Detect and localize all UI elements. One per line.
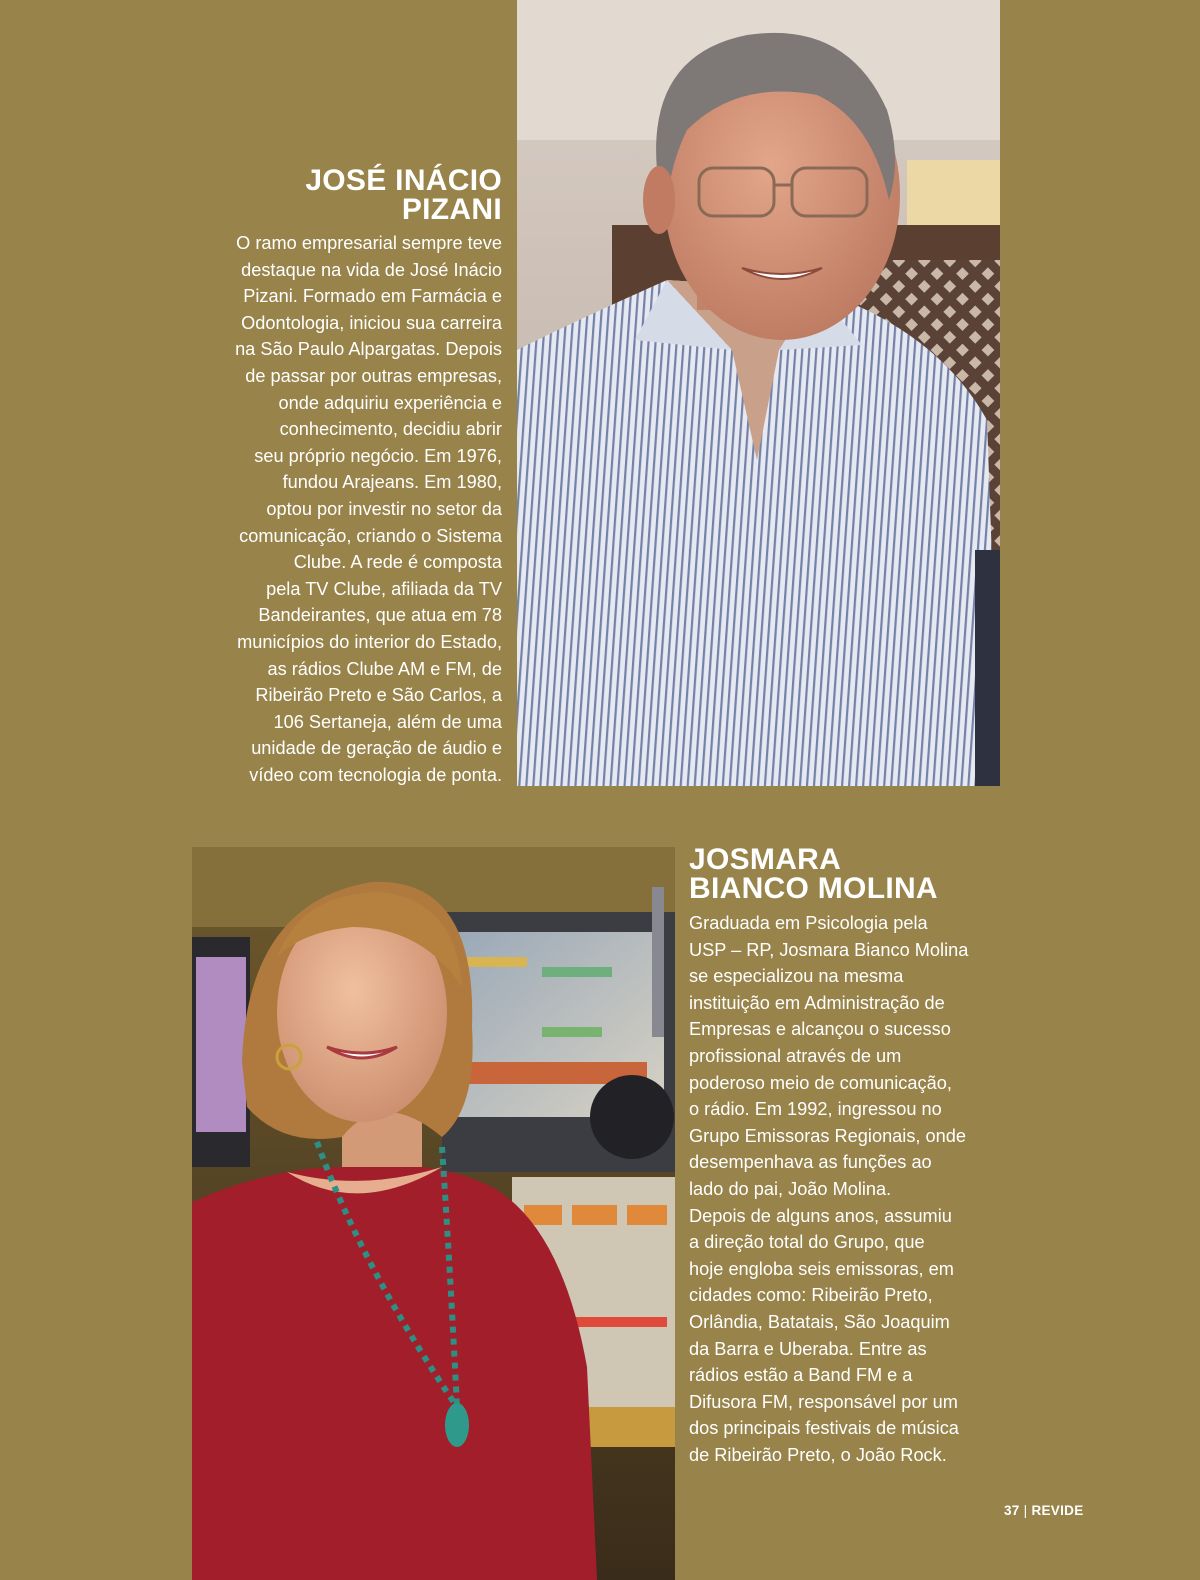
bio-line: destaque na vida de José Inácio: [241, 259, 502, 280]
bio-line: Ribeirão Preto e São Carlos, a: [255, 685, 502, 706]
bio-line: cidades como: Ribeirão Preto,: [689, 1285, 933, 1306]
bio-line: comunicação, criando o Sistema: [239, 525, 502, 546]
name-line: BIANCO MOLINA: [689, 872, 938, 905]
bio-line: o rádio. Em 1992, ingressou no: [689, 1099, 942, 1120]
profile-name: [200, 166, 502, 224]
bio-line: Grupo Emissoras Regionais, onde: [689, 1125, 966, 1146]
bio-line: rádios estão a Band FM e a: [689, 1365, 913, 1386]
bio-line: da Barra e Uberaba. Entre as: [689, 1338, 927, 1359]
profile-josmara-bianco-molina: [689, 845, 991, 1468]
name-line: JOSÉ INÁCIO: [305, 164, 502, 197]
bio-line: hoje engloba seis emissoras, em: [689, 1258, 954, 1279]
bio-line: Odontologia, iniciou sua carreira: [241, 312, 502, 333]
page-number: 37: [1004, 1503, 1020, 1518]
bio-line: as rádios Clube AM e FM, de: [267, 658, 502, 679]
bio-line: O ramo empresarial sempre teve: [236, 233, 502, 253]
bio-line: seu próprio negócio. Em 1976,: [254, 445, 502, 466]
bio-line: Depois de alguns anos, assumiu: [689, 1205, 952, 1226]
bio-line: profissional através de um: [689, 1045, 902, 1066]
bio-line: poderoso meio de comunicação,: [689, 1072, 952, 1093]
bio-line: Graduada em Psicologia pela: [689, 913, 928, 933]
bio-line: onde adquiriu experiência e: [278, 392, 502, 413]
profile-bio: [689, 910, 991, 1468]
magazine-name: REVIDE: [1031, 1503, 1084, 1518]
bio-line: desempenhava as funções ao: [689, 1152, 932, 1173]
footer-separator: |: [1023, 1503, 1028, 1518]
bio-line: Bandeirantes, que atua em 78: [258, 605, 502, 626]
bio-line: Difusora FM, responsável por um: [689, 1391, 958, 1412]
bio-line: USP – RP, Josmara Bianco Molina: [689, 939, 969, 960]
bio-line: de Ribeirão Preto, o João Rock.: [689, 1444, 947, 1465]
bio-line: municípios do interior do Estado,: [237, 631, 502, 652]
bio-line: Orlândia, Batatais, São Joaquim: [689, 1311, 950, 1332]
bio-line: Pizani. Formado em Farmácia e: [243, 286, 502, 307]
bio-line: unidade de geração de áudio e: [251, 738, 502, 759]
name-line: JOSMARA: [689, 843, 842, 876]
bio-line: dos principais festivais de música: [689, 1418, 959, 1439]
bio-line: pela TV Clube, afiliada da TV: [266, 578, 502, 599]
bio-line: a direção total do Grupo, que: [689, 1232, 925, 1253]
profile-jose-inacio-pizani: [200, 166, 502, 788]
page-footer: [1004, 1503, 1084, 1518]
name-line: PIZANI: [401, 193, 502, 226]
photo-jose-inacio-pizani: [517, 0, 1000, 786]
profile-bio: [200, 230, 502, 788]
bio-line: de passar por outras empresas,: [245, 365, 502, 386]
bio-line: instituição em Administração de: [689, 992, 945, 1013]
bio-line: 106 Sertaneja, além de uma: [273, 711, 502, 732]
bio-line: conhecimento, decidiu abrir: [279, 419, 502, 440]
bio-line: lado do pai, João Molina.: [689, 1178, 892, 1199]
bio-line: fundou Arajeans. Em 1980,: [282, 472, 502, 493]
bio-line: se especializou na mesma: [689, 966, 904, 987]
bio-line: optou por investir no setor da: [266, 498, 502, 519]
bio-line: Clube. A rede é composta: [293, 552, 502, 573]
bio-line: na São Paulo Alpargatas. Depois: [235, 339, 502, 360]
bio-line: Empresas e alcançou o sucesso: [689, 1019, 951, 1040]
profile-name: [689, 845, 991, 903]
photo-josmara-bianco-molina: [192, 847, 675, 1580]
bio-line: vídeo com tecnologia de ponta.: [249, 764, 502, 785]
